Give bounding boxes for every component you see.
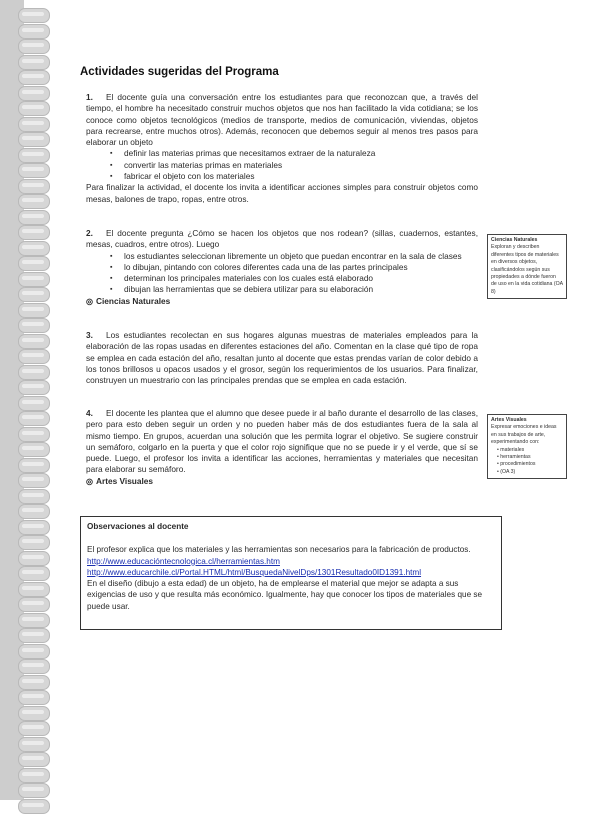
binder-ring [18,349,50,364]
bullet-item: ▪ lo dibujan, pintando con colores diferentes cada una de las partes principales [124,262,478,273]
binder-ring [18,210,50,225]
binder-ring [18,566,50,581]
sidebox-title: Ciencias Naturales [491,237,538,243]
observaciones-paragraph: En el diseño (dibujo a esta edad) de un objeto, ha de emplearse el material que mejor se adapta a sus exigencias de uso y que resulta más económico. Igualmente, hay que conocer los tipos de materiales que se puede usar. [87,579,483,611]
activity-3 [86,330,478,386]
page-title: Actividades sugeridas del Programa [80,66,279,78]
activity-bullets [86,251,478,296]
sidebox-bullet: • materiales [497,447,563,454]
activity-number: 4. [86,408,93,418]
subject-tag [86,296,478,307]
binder-ring [18,365,50,380]
observaciones-paragraph: El profesor explica que los materiales y las herramientas son necesarios para la fabricación de productos. [87,545,471,555]
binder-ring [18,551,50,566]
binder-ring [18,163,50,178]
binder-ring [18,194,50,209]
subject-tag [86,476,478,487]
activity-intro: Los estudiantes recolectan en sus hogares algunas muestras de materiales empleados para la elaboración de las ropas usadas en diferentes estaciones del año. Comentan en la clase qué tipo de ropa se emplea en cada estación del año, resaltan junto al docente que estas prendas varían de color debido a los tonos brillosos u opacos usados y el grosor, según los requerimientos de los usuarios. Para finalizar, construyen un muestrario con las principales prendas que se emplea en cada estación. [86,330,478,386]
binder-ring [18,303,50,318]
link-herramientas[interactable]: http://www.educacióntecnologica.cl/herramientas.htm [87,556,280,566]
link-icon: ◎ [86,476,93,486]
link-educarchile[interactable]: http://www.educarchile.cl/Portal.HTML/html/BusquedaNivelDps/1301Resultado0ID1391.html [87,567,422,577]
link-icon: ◎ [86,296,93,306]
sidebox-title: Artes Visuales [491,417,527,423]
binder-ring [18,582,50,597]
binder-ring [18,442,50,457]
binder-ring [18,504,50,519]
bullet-item: ▪ dibujan las herramientas que se debiera utilizar para su elaboración [124,284,478,295]
activity-number: 2. [86,228,93,238]
binder-ring [18,272,50,287]
subject-tag-label: Ciencias Naturales [95,295,171,306]
binder-ring [18,737,50,752]
sidebox-bullet: • (OA 3) [497,469,563,476]
bullet-item: ▪ convertir las materias primas en materiales [124,160,478,171]
binder-ring [18,241,50,256]
binder-ring [18,101,50,116]
activity-bullets [86,148,478,182]
binder-ring [18,427,50,442]
binder-ring [18,752,50,767]
binder-ring [18,489,50,504]
sidebox-artes-visuales [487,414,567,479]
binder-ring [18,628,50,643]
sidebox-text: Expresar emociones e ideas en sus trabajos de arte, experimentando con: [491,424,557,446]
binder-ring [18,675,50,690]
binder-ring [18,597,50,612]
binder-ring [18,86,50,101]
sidebox-bullets [491,447,563,477]
binder-ring [18,334,50,349]
binder-ring [18,8,50,23]
binder-ring [18,799,50,814]
bullet-item: ▪ definir las materias primas que necesitamos extraer de la naturaleza [124,148,478,159]
binder-ring [18,473,50,488]
binder-ring [18,318,50,333]
binder-ring [18,70,50,85]
binder-ring [18,39,50,54]
binder-spine [0,0,58,800]
sidebox-text: Exploran y describen diferentes tipos de materiales en diversos objetos, clasificándolos según sus propiedades a dónde fueron de uso en la vida cotidiana (OA 8) [491,244,563,295]
binder-ring [18,783,50,798]
binder-ring [18,380,50,395]
bullet-item: ▪ fabricar el objeto con los materiales [124,171,478,182]
binder-ring [18,659,50,674]
binder-ring [18,132,50,147]
binder-ring [18,256,50,271]
activity-number: 3. [86,330,93,340]
binder-ring [18,411,50,426]
sidebox-bullet: • herramientas [497,454,563,461]
binder-ring [18,690,50,705]
subject-tag-label: Artes Visuales [95,475,154,486]
binder-ring [18,721,50,736]
activity-intro: El docente guía una conversación entre los estudiantes para que reconozcan que, a través del tiempo, el hombre ha necesitado construir muchos objetos que nos han facilitado la vida cotidiana; se los conoce como objetos tecnológicos (medios de transporte, medios de comunicación, viviendas, objetos para recrearse, entre muchos otros). Además, reconocen que debemos seguir al menos tres pasos para elaborar un objeto [86,92,478,148]
binder-ring [18,644,50,659]
binder-ring [18,287,50,302]
binder-ring [18,396,50,411]
binder-ring [18,24,50,39]
activity-outro: Para finalizar la actividad, el docente los invita a identificar acciones simples para construir objetos como mesas, balones de trapo, ropas, entre otros. [86,182,478,204]
activity-intro: El docente pregunta ¿Cómo se hacen los objetos que nos rodean? (sillas, cuadernos, estantes, mesas, cuadros, entre otros). Luego [86,228,478,250]
binder-ring [18,535,50,550]
binder-ring [18,148,50,163]
binder-ring [18,225,50,240]
activity-4 [86,408,478,487]
binder-ring [18,768,50,783]
binder-ring [18,55,50,70]
observaciones-box [80,516,502,630]
sidebox-bullet: • procedimientos [497,461,563,468]
bullet-item: ▪ determinan los principales materiales con los cuales está elaborado [124,273,478,284]
activity-intro: El docente les plantea que el alumno que desee puede ir al baño durante el desarrollo de las clases, pero para esto deben seguir un orden y no pueden haber más de dos estudiantes fuera de la sala al mismo tiempo. En grupos, acuerdan una solución que les permita lograr el objetivo. Se sugiere construir un semáforo, colgarlo en la puerta y que el color rojo signifique que no se puede ir y el verde, que sí se puede. Luego, el profesor los invita a identificar las acciones, herramientas y materiales que necesitan para elaborar su semáforo. [86,408,478,475]
binder-ring [18,613,50,628]
binder-ring [18,520,50,535]
binder-ring [18,179,50,194]
activity-1 [86,92,478,205]
activity-number: 1. [86,92,93,102]
binder-ring [18,706,50,721]
binder-ring [18,117,50,132]
bullet-item: ▪ los estudiantes seleccionan libremente un objeto que puedan encontrar en la sala de clases [124,251,478,262]
binder-ring [18,458,50,473]
activity-2 [86,228,478,307]
sidebox-ciencias-naturales [487,234,567,299]
observaciones-title: Observaciones al docente [87,522,189,531]
